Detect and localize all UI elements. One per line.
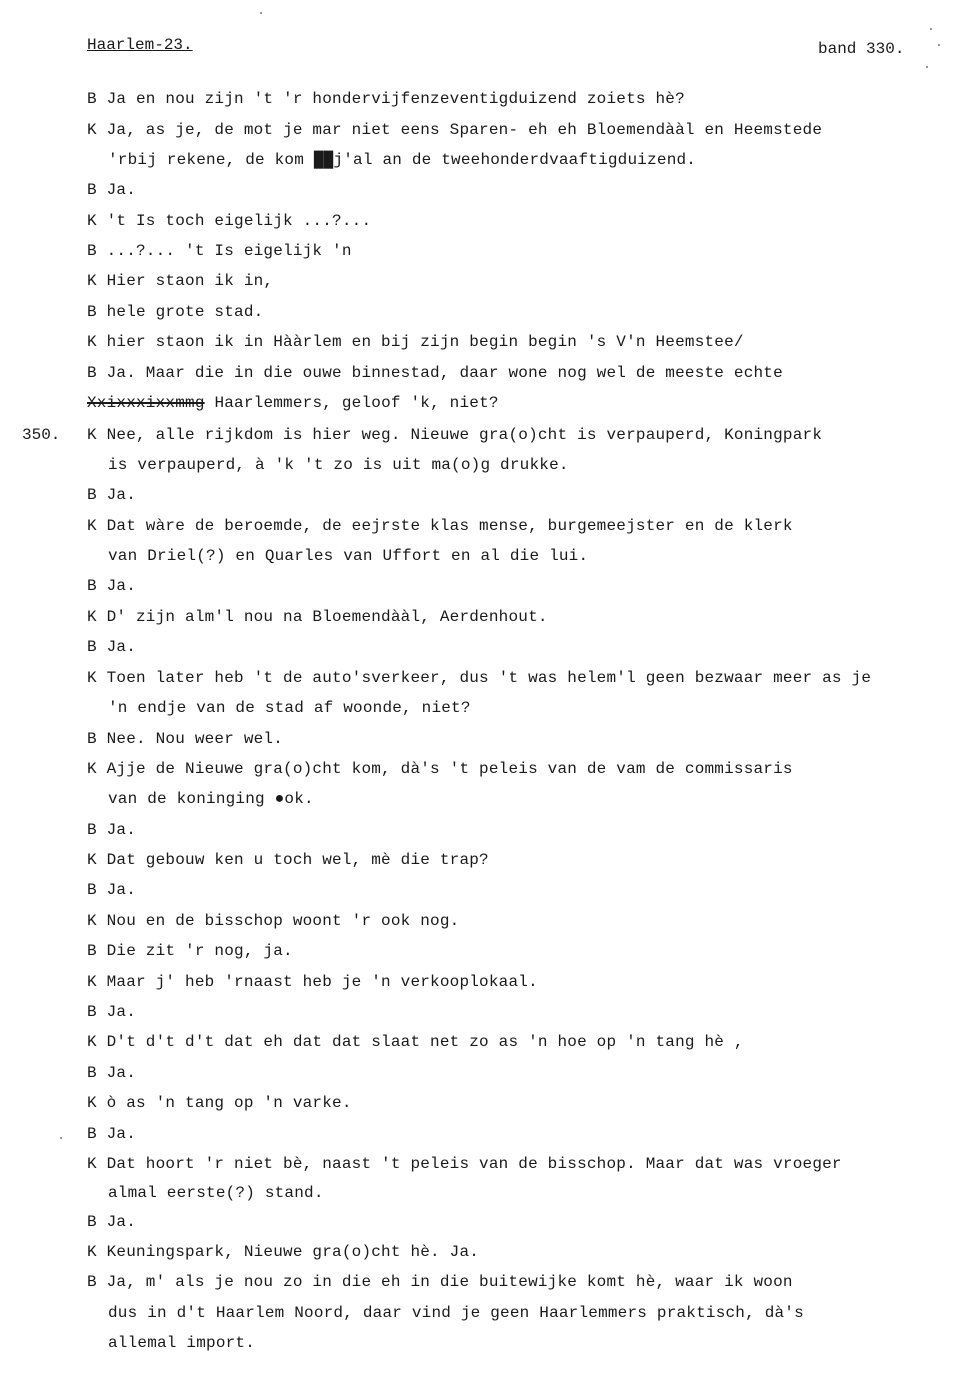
transcript-line: B Ja.: [87, 1125, 137, 1143]
paper-speck: [60, 1137, 62, 1139]
transcript-line: K Hier staon ik in,: [87, 272, 274, 290]
transcript-line: B hele grote stad.: [87, 303, 264, 321]
document-title: Haarlem-23.: [87, 36, 193, 54]
transcript-line: K Dat gebouw ken u toch wel, mè die trap?: [87, 851, 489, 869]
transcript-line: van Driel(?) en Quarles van Uffort en al die lui.: [108, 547, 589, 565]
transcript-line: B Ja en nou zijn 't 'r hondervijfenzeventigduizend zoiets hè?: [87, 90, 685, 108]
paper-speck: [930, 28, 932, 30]
band-number: band 330.: [818, 40, 905, 58]
transcript-line: B Ja.: [87, 486, 137, 504]
transcript-line: K Dat hoort 'r niet bè, naast 't peleis van de bisschop. Maar dat was vroeger: [87, 1155, 842, 1173]
transcript-line: K Maar j' heb 'rnaast heb je 'n verkooplokaal.: [87, 973, 538, 991]
transcript-line: B Ja.: [87, 577, 137, 595]
transcript-line: 'rbij rekene, de kom ██j'al an de tweehonderdvaaftigduizend.: [108, 151, 697, 169]
paper-speck: [260, 12, 262, 14]
transcript-line: almal eerste(?) stand.: [108, 1184, 324, 1202]
transcript-line: van de koninging ●ok.: [108, 790, 314, 808]
struck-out-text: Xxixxxixxmmg: [87, 394, 205, 412]
transcript-line: B Ja.: [87, 821, 137, 839]
transcript-line: B Ja, m' als je nou zo in die eh in die buitewijke komt hè, waar ik woon: [87, 1273, 793, 1291]
paper-speck: [926, 66, 928, 68]
margin-line-number: 350.: [22, 426, 61, 444]
transcript-line: B Ja.: [87, 1213, 137, 1231]
transcript-line: K Keuningspark, Nieuwe gra(o)cht hè. Ja.: [87, 1243, 480, 1261]
transcript-line: K ò as 'n tang op 'n varke.: [87, 1094, 352, 1112]
transcript-line-with-strike: Xxixxxixxmmg Haarlemmers, geloof 'k, niet?: [87, 394, 499, 412]
transcript-line: K 't Is toch eigelijk ...?...: [87, 212, 372, 230]
transcript-line: B Ja.: [87, 181, 137, 199]
transcript-line: K Toen later heb 't de auto'sverkeer, dus 't was helem'l geen bezwaar meer as je: [87, 669, 872, 687]
transcript-line: B Ja.: [87, 1003, 137, 1021]
transcript-line: B ...?... 't Is eigelijk 'n: [87, 242, 352, 260]
transcript-line: B Die zit 'r nog, ja.: [87, 942, 293, 960]
transcript-line: B Ja.: [87, 1064, 137, 1082]
transcript-line: K hier staon ik in Hààrlem en bij zijn begin begin 's V'n Heemstee/: [87, 333, 744, 351]
transcript-line: K Nee, alle rijkdom is hier weg. Nieuwe gra(o)cht is verpauperd, Koningpark: [87, 426, 823, 444]
transcript-line: K Nou en de bisschop woont 'r ook nog.: [87, 912, 460, 930]
transcript-line: dus in d't Haarlem Noord, daar vind je geen Haarlemmers praktisch, dà's: [108, 1304, 804, 1322]
transcript-line: B Ja.: [87, 881, 137, 899]
transcript-line: B Ja. Maar die in die ouwe binnestad, daar wone nog wel de meeste echte: [87, 364, 783, 382]
transcript-line: B Nee. Nou weer wel.: [87, 730, 284, 748]
transcript-line: K Ja, as je, de mot je mar niet eens Sparen- eh eh Bloemendààl en Heemstede: [87, 121, 823, 139]
transcript-line: is verpauperd, à 'k 't zo is uit ma(o)g drukke.: [108, 456, 569, 474]
transcript-line: K Ajje de Nieuwe gra(o)cht kom, dà's 't peleis van de vam de commissaris: [87, 760, 793, 778]
paper-speck: [938, 44, 940, 46]
transcript-line: K D't d't d't dat eh dat dat slaat net zo as 'n hoe op 'n tang hè ,: [87, 1033, 744, 1051]
transcript-line: 'n endje van de stad af woonde, niet?: [108, 699, 471, 717]
transcript-line: B Ja.: [87, 638, 137, 656]
transcript-line: K Dat wàre de beroemde, de eejrste klas mense, burgemeejster en de klerk: [87, 517, 793, 535]
transcript-line: K D' zijn alm'l nou na Bloemendààl, Aerdenhout.: [87, 608, 548, 626]
transcript-line: allemal import.: [108, 1334, 256, 1352]
